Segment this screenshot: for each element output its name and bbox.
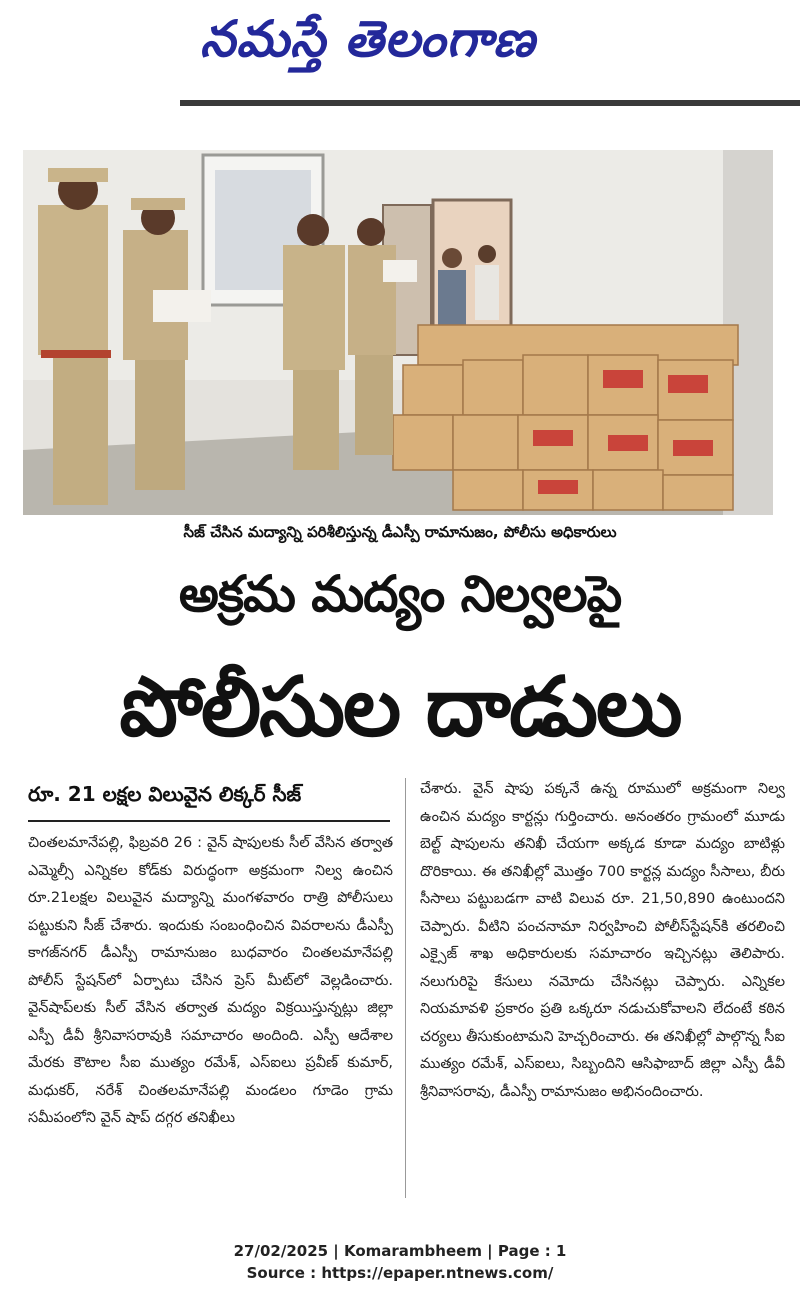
subheadline-rule [28, 820, 390, 822]
news-photo [23, 150, 773, 515]
article-text-left: చింతలమానేపల్లి, ఫిబ్రవరి 26 : వైన్ షాపులకు సీల్ వేసిన తర్వాత ఎమ్మెల్సీ ఎన్నికల కోడ్‌కు విరుద్ధంగా అక్రమంగా నిల్వ ఉంచిన రూ.21లక్షల విలువైన మద్యాన్ని మంగళవారం రాత్రి పోలీసులు పట్టుకుని సీజ్ చేశారు. ఇందుకు సంబంధించిన వివరాలను డీఎస్పీ కాగజ్‌నగర్ డీఎస్పీ రామానుజం బుధవారం చింతలమానేపల్లి పోలీస్ స్టేషన్‌లో ఏర్పాటు చేసిన ప్రెస్ మీట్‌లో వెల్లడించారు. వైన్‌షాప్‌లకు సీల్ వేసిన తర్వాత మద్యం విక్రయిస్తున్నట్లు జిల్లా ఎస్పీ డీవీ శ్రీనివాసరావుకి సమాచారం అందింది. ఎస్పీ ఆదేశాల మేరకు కౌటాల సీఐ ముత్యం రమేశ్, ఎస్ఐలు ప్రవీణ్ కుమార్, మధుకర్, నరేశ్ చింతలమానేపల్లి మండలం గూడెం గ్రామ సమీపంలోని వైన్ షాప్ దగ్గర తనిఖీలు [28, 835, 393, 1126]
headline-line-1: అక్రమ మద్యం నిల్వలపై [178, 565, 622, 623]
subheadline: రూ. 21 లక్షల విలువైన లిక్కర్ సీజ్ [28, 782, 302, 806]
police-inspection-illustration [23, 150, 773, 515]
article-column-left [28, 830, 393, 1133]
column-divider [405, 778, 406, 1198]
article-text-right: చేశారు. వైన్ షాపు పక్కనే ఉన్న రూములో అక్రమంగా నిల్వ ఉంచిన మద్యం కార్టన్లు గుర్తించారు. అనంతరం గ్రామంలో మూడు బెల్ట్ షాపులను తనిఖీ చేయగా అక్కడ కూడా మద్యం బాటిళ్లు దొరికాయి. ఈ తనిఖీల్లో మొత్తం 700 కార్టన్ల మద్యం సీసాలు, బీరు సీసాలు పట్టుబడగా వాటి విలువ రూ. 21,50,890 ఉంటుందని చెప్పారు. వీటిని పంచనామా నిర్వహించి పోలీస్‌స్టేషన్‌కి తరలించి ఎక్సైజ్ శాఖ అధికారులకు సమాచారం ఇచ్చినట్లు తెలిపారు. నలుగురిపై కేసులు నమోదు చేసినట్లు చెప్పారు. ఎన్నికల నియమావళి ప్రకారం ప్రతి ఒక్కరూ నడుచుకోవాలని లేదంటే కఠిన చర్యలు తీసుకుంటామని హెచ్చరించారు. ఈ తనిఖీల్లో పాల్గొన్న సీఐ ముత్యం రమేశ్, ఎస్ఐలు, సిబ్బందిని ఆసిఫాబాద్ జిల్లా ఎస్పీ డీవీ శ్రీనివాసరావు, డీఎస్పీ రామానుజం అభినందించారు. [420, 781, 785, 1100]
headline-line-2: పోలీసుల దాడులు [119, 660, 681, 755]
newspaper-logo: నమస్తే తెలంగాణ [200, 10, 536, 68]
page-footer [0, 1240, 800, 1284]
photo-caption: సీజ్ చేసిన మద్యాన్ని పరిశీలిస్తున్న డీఎస్పీ రామానుజం, పోలీసు అధికారులు [183, 523, 617, 541]
edition-line: 27/02/2025 | Komarambheem | Page : 1 [233, 1242, 567, 1260]
masthead-rule [180, 100, 800, 106]
masthead [0, 0, 800, 110]
source-line: Source : https://epaper.ntnews.com/ [246, 1264, 554, 1282]
article-column-right [420, 776, 785, 1106]
